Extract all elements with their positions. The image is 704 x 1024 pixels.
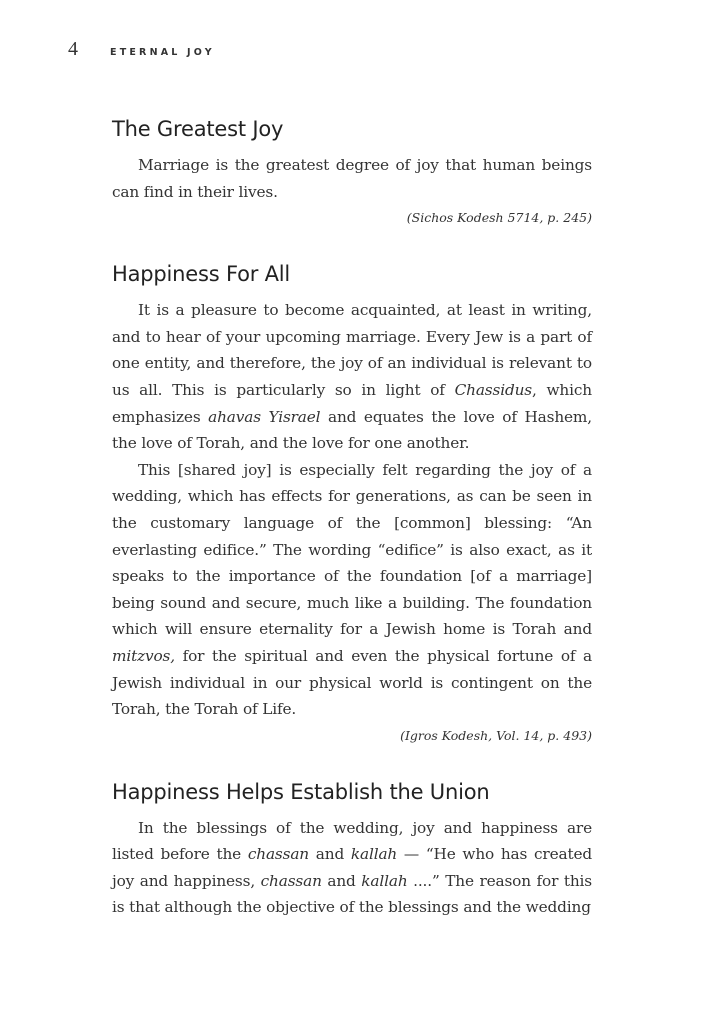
italic-term: Chassidus <box>454 380 532 399</box>
text-run: and <box>309 845 351 864</box>
section-heading: Happiness For All <box>112 262 291 287</box>
section-heading: Happiness Helps Establish the Union <box>112 779 490 804</box>
italic-term: kallah <box>350 845 398 864</box>
paragraph <box>112 457 592 723</box>
italic-term: chassan <box>260 871 322 890</box>
text-run: Marriage is the greatest degree of joy that human beings can find in their lives. <box>112 156 592 201</box>
text-run: and <box>321 871 362 890</box>
page-body <box>112 114 592 951</box>
section-happiness-helps-establish-union <box>112 777 592 921</box>
text-run: and equates the love of Hashem, the love of Torah, and the love for one another. <box>112 407 592 453</box>
text-run: for the spiritual and even the physical fortune of a Jewish individual in our physical world is contingent on the Torah, the Torah of Life. <box>112 646 592 719</box>
source-citation: (Igros Kodesh, Vol. 14, p. 493) <box>400 727 592 743</box>
italic-term: kallah <box>361 871 408 890</box>
book-title: ETERNAL JOY <box>110 47 215 58</box>
paragraph <box>112 297 592 457</box>
section-greatest-joy <box>112 114 592 229</box>
paragraph <box>112 815 592 921</box>
text-run: — “He who has created joy and happiness, <box>112 845 592 890</box>
italic-term: chassan <box>247 845 310 864</box>
text-run: It is a pleasure to become acquainted, at least in writing, and to hear of your upcoming marriage. Every Jew is a part of one entity, and therefore, the joy of an individual is relevant to us all. This is particularly so in light of <box>112 301 592 399</box>
source-citation: (Sichos Kodesh 5714, p. 245) <box>406 210 592 226</box>
running-head <box>68 38 215 61</box>
paragraph <box>112 152 592 205</box>
italic-term: mitzvos, <box>112 646 175 665</box>
text-run: , which emphasizes <box>112 380 592 426</box>
section-heading: The Greatest Joy <box>112 117 284 141</box>
text-run: ....” The reason for this is that although the objective of the blessings and the wedding <box>112 871 592 917</box>
text-run: This [shared joy] is especially felt regarding the joy of a wedding, which has effects for generations, as can be seen in the customary language of the [common] blessing: “An everlasting edifice.” The wording “edifice” is also exact, as it speaks to the importance of the foundation [of a marriage] being sound and secure, much like a building. The foundation which will ensure eternality for a Jewish home is Torah and <box>112 460 592 639</box>
text-run: In the blessings of the wedding, joy and happiness are listed before the <box>112 818 592 864</box>
section-happiness-for-all <box>112 259 592 747</box>
page-number: 4 <box>68 38 78 60</box>
italic-term: ahavas Yisrael <box>208 407 321 426</box>
